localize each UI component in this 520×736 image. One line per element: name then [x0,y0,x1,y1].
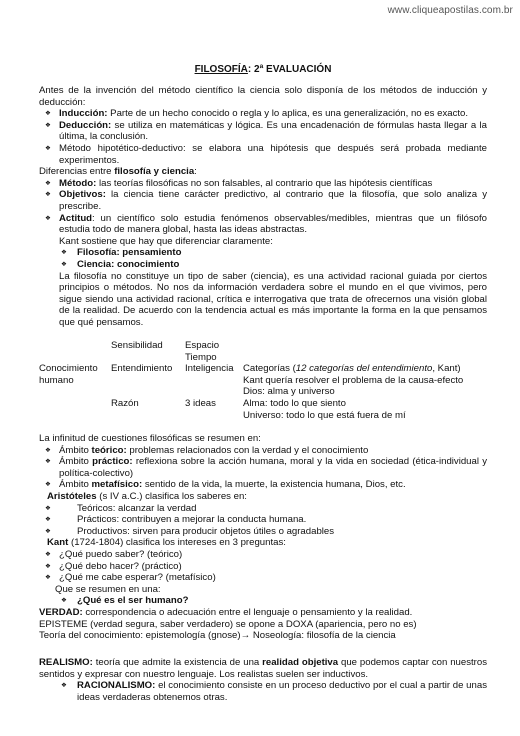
questions-section [39,433,487,642]
table-row: Razón 3 ideas Alma: todo lo que siento Universo: todo lo que está fuera de mí [39,398,483,421]
table-row: Sensibilidad Espacio [111,340,220,351]
kant-intro: Kant sostiene que hay que diferenciar claramente: [59,235,273,247]
list-item: ❖ Método: las teorías filosóficas no son falsables, al contrario que las hipótesis científicas [39,178,487,190]
list-item: ❖ ¿Qué puedo saber? (teórico) [39,549,487,561]
intro-paragraph: Antes de la invención del método científico la ciencia solo disponía de los métodos de inducción y deducción: [39,85,487,108]
razon-cell: Alma: todo lo que siento Universo: todo lo que está fuera de mí [243,397,406,421]
diffs-list [39,178,487,236]
table-row: Conocimiento humano Entendimiento Inteligencia Categorías (12 categorías del entendimiento, Kant) Kant quería resolver el problema de la causa-efecto Dios: alma y universo [39,363,483,398]
list-item: ❖ Ámbito práctico: reflexiona sobre la acción humana, moral y la vida en sociedad (ética-individual y política-colectivo) [39,456,487,479]
intro-section [39,85,487,328]
teoria-paragraph: Teoría del conocimiento: epistemología (gnose)→ Noseología: filosofía de la ciencia [39,630,396,642]
site-url: www.cliqueapostilas.com.br [387,5,513,16]
list-item: ❖ Ciencia: conocimiento [39,259,487,271]
knowledge-table [39,340,483,421]
list-item: ❖ ¿Qué debo hacer? (práctico) [39,561,487,573]
list-item: ❖ Ámbito teórico: problemas relacionados con la verdad y el conocimiento [39,445,487,457]
list-item: ❖ Filosofía: pensamiento [39,247,487,259]
diff-heading: Diferencias entre filosofía y ciencia: [39,166,197,178]
kant-list [39,247,487,270]
episteme-paragraph: EPISTEME (verdad segura, saber verdadero) se opone a DOXA (apariencia, pero no es) [39,618,417,630]
list-item: ❖ Teóricos: alcanzar la verdad [39,503,487,515]
list-item: ❖ Método hipotético-deductivo: se elabora una hipótesis que después será probada mediante experimentos. [39,143,487,166]
ambitos-list [39,445,487,491]
page-title [39,64,487,76]
list-item: ❖ Objetivos: la ciencia tiene carácter predictivo, al contrario que la filosofía, que solo analiza y prescribe. [39,189,487,212]
title-main: FILOSOFÍA [194,64,248,75]
list-item: ❖ Productivos: sirven para producir objetos útiles o agradables [39,526,487,538]
list-item: ❖ Inducción: Parte de un hecho conocido o regla y lo aplica, es una generalización, no es exacto. [39,108,487,120]
aristoteles-paragraph: Aristóteles (s IV a.C.) clasifica los saberes en: [47,490,247,502]
list-item: ❖ ¿Qué me cabe esperar? (metafísico) [39,572,487,584]
table-row: Tiempo [185,351,217,363]
realismo-paragraph: REALISMO: teoría que admite la existencia de una realidad objetiva que podemos captar con nuestros sentidos y expresar con nuestro lenguaje. Los realistas suelen ser inductivos. [39,657,487,680]
saberes-list [39,503,487,538]
realismo-section [39,657,487,703]
list-item: ❖ Deducción: se utiliza en matemáticas y lógica. Es una encadenación de fórmulas hasta llegar a la última, la conclusión. [39,120,487,143]
list-item: ❖ ¿Qué es el ser humano? [39,595,487,607]
list-item: ❖ Ámbito metafísico: sentido de la vida, la muerte, la existencia humana, Dios, etc. [39,479,487,491]
list-item: ❖ Actitud: un científico solo estudia fenómenos observables/medibles, mientras que un filósofo estudia todo de manera global, hasta las ideas abstractas. [39,213,487,236]
title-sub: : 2ª EVALUACIÓN [247,64,332,75]
resumen-text: Que se resumen en una: [55,583,161,595]
list-item: ❖ RACIONALISMO: el conocimiento consiste en un proceso deductivo por el cual a partir de unas ideas verdaderas obtenemos otras. [39,680,487,703]
racionalismo-list [39,680,487,703]
methods-list [39,108,487,166]
preguntas-list [39,549,487,584]
categorias-cell: Categorías (12 categorías del entendimiento, Kant) Kant quería resolver el problema de la causa-efecto Dios: alma y universo [243,363,464,398]
list-item: ❖ Prácticos: contribuyen a mejorar la conducta humana. [39,514,487,526]
verdad-paragraph: VERDAD: correspondencia o adecuación entre el lenguaje o pensamiento y la realidad. [39,606,413,618]
philosophy-paragraph: La filosofía no constituye un tipo de saber (ciencia), es una actividad racional guiada por ciertos principios o métodos. No nos da información verdadera sobre el mundo en el que vivimos, pero sigue siendo una actividad racional, crítica e interrogativa que trata de ofrecernos una visión global de la realidad. De acuerdo con la tendencia actual es más importante la forma en la que pensamos que qué pensamos. [59,270,487,328]
infinitud-paragraph: La infinitud de cuestiones filosóficas se resumen en: [39,433,261,444]
kant-paragraph: Kant (1724-1804) clasifica los intereses en 3 preguntas: [47,537,286,549]
humano-list [39,595,487,607]
